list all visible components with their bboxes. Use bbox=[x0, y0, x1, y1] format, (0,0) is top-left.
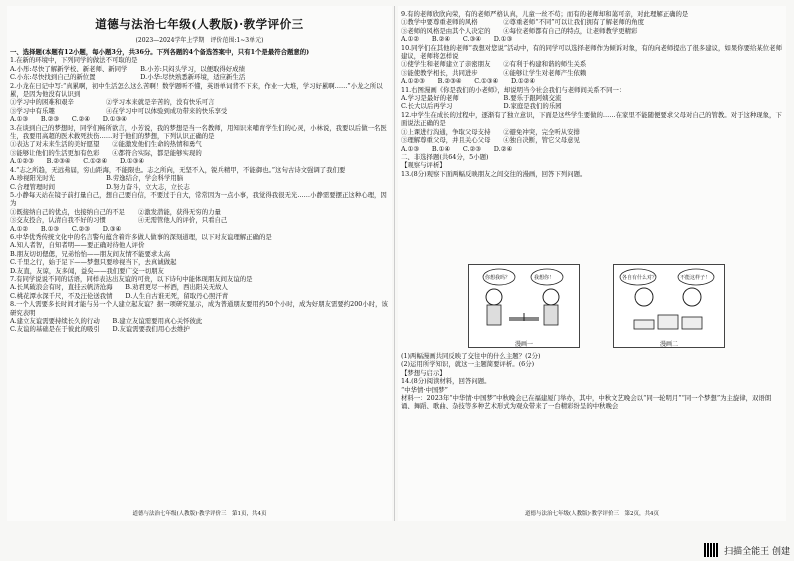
bubble-right: 不能这样子！ bbox=[680, 275, 711, 281]
text-line: (1)两幅漫画共同反映了交往中的什么主题？(2分) bbox=[401, 352, 541, 360]
text-line: 【观察与评析】 bbox=[401, 161, 446, 170]
text-line: A.①③ B.②③ C.②④ D.①③④ bbox=[10, 115, 127, 124]
text-line: 4.“志之所趋，无远弗届，穷山距海，不能限也。志之所向，无坚不入，锐兵精甲，不能御也。”这句古诗文强调了我们要 bbox=[10, 165, 346, 174]
text-line: C.长大以后再学习 D.家庭是我们的乐园 bbox=[401, 102, 562, 111]
text-line: 1.在新的环境中，下列同学的做法不可取的是 bbox=[10, 56, 138, 65]
comic-caption: 漫画一 bbox=[514, 341, 533, 348]
text-line: A.①②③ B.②③④ C.①③④ D.①②④ bbox=[401, 77, 536, 86]
text-line: C.千里之行，始于足下——梦想只要珍视当下，去真诚做起 bbox=[10, 258, 177, 267]
text-line: 3.在谈到自己的梦想时，同学们畅所欲言，小芳说，我的梦想是当一名教师，用知识来哺育学生们的心灵，小林说，我要以后做一名医生，我要用高超的医术救死扶伤……对于他们的梦想，下列认识正确的是 bbox=[10, 123, 387, 141]
page-divider bbox=[394, 6, 395, 521]
question-list bbox=[398, 6, 786, 178]
text-line: 8.一个人需要多长时间才能与另一个人建立起友谊？据一项研究显示，成为普通朋友要用约50个小时，成为好朋友需要约200小时，该研究表明 bbox=[10, 300, 388, 317]
page-right bbox=[398, 6, 786, 521]
text-line: 9.有的老师欣欣向荣，有的老师严格认真，儿童一丝不苟；而有的老师却和蔼可亲，对此理解正确的是 bbox=[401, 10, 689, 18]
text-line: A.长风破浪会有时，直挂云帆济沧海 B.劝君更尽一杯酒，西出阳关无故人 bbox=[10, 283, 228, 292]
text-line: A.①② B.②④ C.③④ D.①③ bbox=[401, 35, 513, 44]
text-line: 11.右图漫画《你是我们的小老师》，却说明当今社会我们与老师间关系不同一： bbox=[401, 85, 626, 94]
text-line: 二、非选择题(共64分，5小题) bbox=[401, 152, 489, 161]
text-line: 13.(8分)观察下面两幅反映朋友之间交往的漫画，回答下列问题。 bbox=[401, 169, 587, 178]
scanner-watermark bbox=[704, 543, 790, 557]
text-line: A.知人者智，自知者明——要正确对待他人评价 bbox=[10, 241, 145, 250]
text-line: ①表达了对未来生活的美好愿望 ②能激发他们生命的热情和勇气 bbox=[10, 140, 202, 149]
bubble-right: 我想你！ bbox=[534, 275, 555, 281]
exam-title: 道德与法治七年级(人教版)·教学评价三 bbox=[95, 17, 304, 31]
text-line: C.小东:尽快找到自己的新位置 D.小华:尽快熟悉新环境，适应新生活 bbox=[10, 73, 246, 82]
text-line: A.①②③ B.②③④ C.①②④ D.①③④ bbox=[10, 157, 145, 166]
text-line: A.①② B.①③ C.②③ D.③④ bbox=[10, 224, 122, 233]
text-line: 7.有同学说说不同的话语，同样表达出友谊的可贵，以下诗句中能体现朋友间友谊的是 bbox=[10, 274, 253, 283]
text-line: ①既接纳自己的优点，也接纳自己的不足 ②激发潜能，获得无穷的力量 bbox=[10, 207, 221, 216]
text-line: ③能够让他们的生活更加有色彩 ④都符合实际，都是能够实现的 bbox=[10, 148, 202, 157]
exam-subtitle: (2023—2024学年上学期 评价范围:1~3单元) bbox=[135, 37, 264, 44]
bubble-left: 各自有什么对？ bbox=[622, 275, 658, 281]
text-line: A.珍视阳光时光 B.劳逸结合，学会科学用脑 bbox=[10, 174, 184, 183]
text-line: ③交友投合，认清自我不好的习惯 ④无需管他人的评价，只看自己 bbox=[10, 216, 228, 225]
text-line: B.朋友切切偲偲，兄弟怡怡——朋友间友情不能要求太高 bbox=[10, 249, 171, 258]
text-line: 12.中学生在成长的过程中，逐渐有了独立意识，下面是这些学生要做的……在家里不能随便要求父母对自己的管教。对于这种现象，下面说法正确的是 bbox=[401, 110, 782, 128]
text-line: C.桃花潭水深千尺，不及汪伦送我情 D.人生自古谁无死，留取丹心照汗青 bbox=[10, 291, 229, 300]
text-line: 5.小静每天站在镜子前打量自己，想自己要自信，不要过于自大，常常因为一点小事，我觉得我很无光……小静需要摆正这种心理，因为 bbox=[10, 190, 387, 208]
section-heading: 一、选择题(本题有12小题，每小题3分，共36分。下列各题的4个备选答案中，只有1个是最符合题意的) bbox=[10, 48, 310, 56]
page-footer: 道德与法治七年级(人教版)·教学评价三 第1页，共4页 bbox=[132, 511, 267, 517]
text-line: ③老师的风格是由其个人决定的 ④每位老师都有自己的特点，让老师教学更精彩 bbox=[401, 26, 638, 35]
comic-two bbox=[613, 264, 725, 348]
page-left bbox=[7, 6, 392, 521]
text-line: C.友谊的基础是在于彼此的吸引 D.友谊需要我们用心去维护 bbox=[10, 325, 190, 334]
text-line: 2.小龙在日记中写:“真累啊，初中生活怎么这么苦啊！数学题听不懂，英语单词背不下来，作业一大堆，学习好累啊……”小龙之所以累，是因为他没有认识到 bbox=[10, 81, 383, 99]
qr-icon bbox=[704, 543, 718, 557]
comic-caption: 漫画二 bbox=[659, 341, 678, 348]
page-footer: 道德与法治七年级(人教版)·教学评价三 第2页，共4页 bbox=[524, 511, 660, 517]
text-line: 14.(8分)阅读材料，回答问题。 bbox=[401, 377, 491, 386]
text-line: ③学习中有乐趣 ④在学习中可以体验到成功带来的快乐享受 bbox=[10, 106, 228, 115]
text-line: ①教学中要尊重老师的风格 ②尊重老师“不同”可以让我们拥有了解老师的角度 bbox=[401, 18, 644, 27]
text-line: ③理解尊重父母，并且关心父母 ④独自决断，管它父母意见 bbox=[401, 136, 580, 145]
text-line: 材料一：2023年“中华情·中国梦”中秋晚会已在福建厦门举办，其中，中秋文艺晚会以“同一轮明月”“同一个梦想”为主旋律，双语朗诵、舞蹈、歌曲、杂技等多种艺术形式为观众带来了一台精彩纷呈的中秋晚会 bbox=[401, 394, 772, 411]
text-line: ①上课进行沟通，争取父母支持 ②避免冲突，完全听从安排 bbox=[401, 127, 580, 136]
text-line: ①使学生和老师建立了亲密朋友 ②有利于构建和谐的师生关系 bbox=[401, 60, 587, 69]
text-line: D.友直，友谅，友多闻，益矣——我们要广交一切朋友 bbox=[10, 266, 164, 275]
text-line: “中华情·中国梦” bbox=[401, 385, 448, 394]
text-line: A.①③ B.①④ C.②③ D.②④ bbox=[401, 144, 513, 153]
question-list bbox=[7, 56, 392, 333]
bubble-left: 你想我吗？ bbox=[485, 275, 511, 281]
text-line: A.学习是最好的老师 B.要乐于跟阿姨交流 bbox=[401, 94, 562, 103]
text-line: A.小彤:尽快了解新学校、新老师、新同学 B.小芳:只闷头学习，以便取得好成绩 bbox=[10, 64, 245, 73]
text-line: 【梦想与启示】 bbox=[401, 368, 446, 377]
question-list-2 bbox=[398, 352, 786, 411]
text-line: A.建立友谊需要持续长久的行动 B.建立友谊需要用真心关怀彼此 bbox=[10, 317, 203, 325]
comic-one bbox=[468, 264, 580, 348]
text-line: C.合理管理时间 D.努力奋斗，立大志，立长志 bbox=[10, 182, 190, 191]
text-line: (2)运用所学知识，就这一主题简要评析。(6分) bbox=[401, 360, 535, 369]
text-line: ③能使教学相长，共同进步 ④能够让学生对老师产生依赖 bbox=[401, 68, 587, 77]
text-line: 10.同学们在其他的老师“我想对您说”活动中，有的同学可以选择老师作为倾诉对象，有的向老师提出了很多建议，如果你要给某位老师建议，老师将怎样说 bbox=[401, 43, 782, 61]
text-line: 6.中华优秀传统文化中的名言警句蕴含着许多做人做事的深刻道理，以下对友谊理解正确的是 bbox=[10, 232, 272, 241]
text-line: ①学习中的困难和艰辛 ②学习本来就是辛苦的，没有快乐可言 bbox=[10, 98, 215, 107]
watermark-text: 扫描全能王 创建 bbox=[724, 546, 790, 557]
